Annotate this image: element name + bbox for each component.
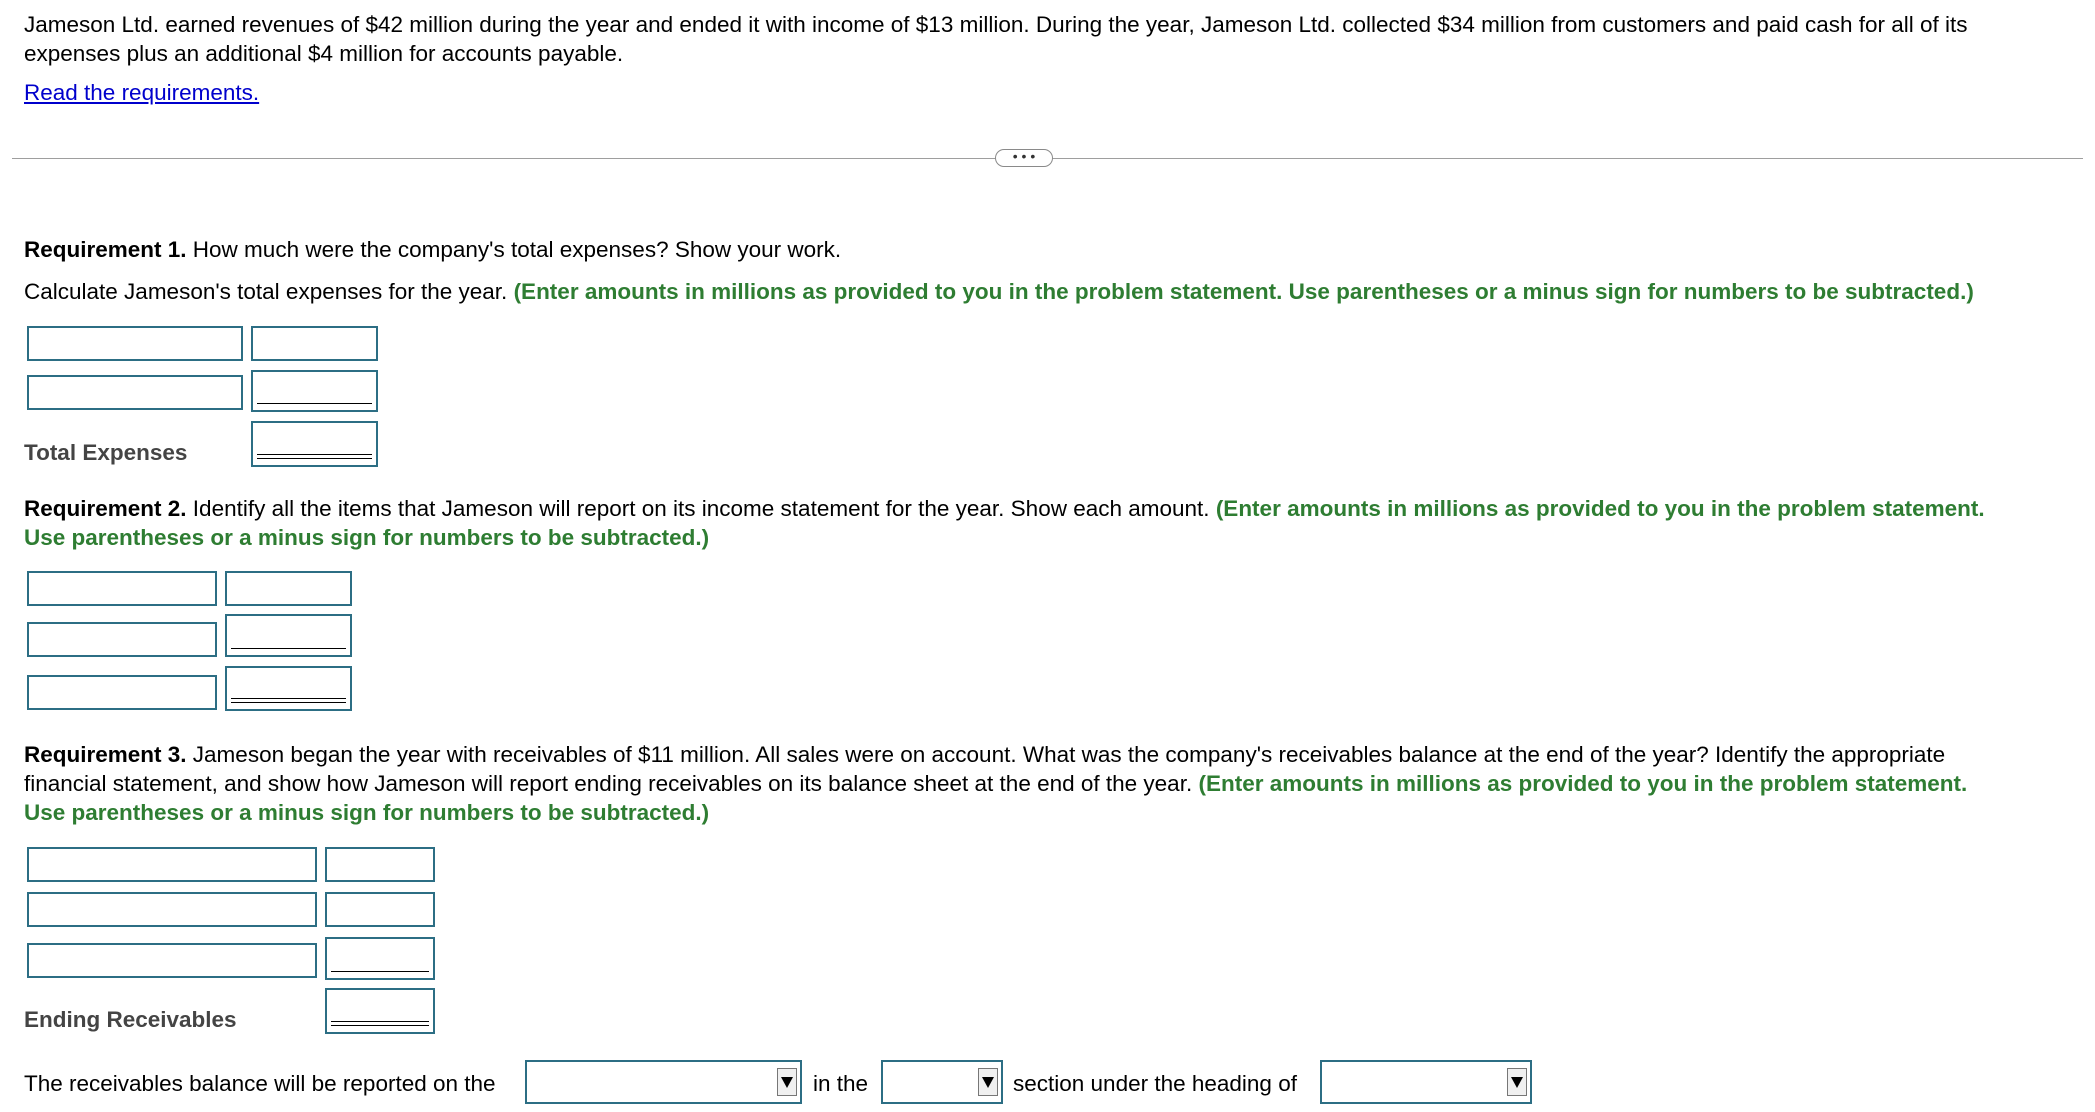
req2-question [24,494,1985,523]
read-requirements-link[interactable]: Read the requirements. [24,80,260,105]
req3-row3-label-input[interactable] [27,943,317,978]
sentence-part1: The receivables balance will be reported on the [24,1071,496,1096]
total-expenses-input[interactable] [251,421,378,467]
req1-question [24,235,841,264]
req3-row1-label-input[interactable] [27,847,317,882]
expand-button[interactable]: • • • [995,149,1053,167]
section-dropdown[interactable] [881,1060,1003,1104]
req2-row2-label-input[interactable] [27,622,217,657]
req1-row1-amount-input[interactable] [251,326,378,361]
req1-row2-label-input[interactable] [27,375,243,410]
req3-heading: Requirement 3. [24,742,187,767]
chevron-down-icon [978,1068,998,1096]
req1-row1-label-input[interactable] [27,326,243,361]
req3-green-line2: (Enter amounts in millions as provided to you in the problem statement. [1198,771,1968,796]
req1-instruction-text: Calculate Jameson's total expenses for the year. [24,279,514,304]
req2-green-line1: (Enter amounts in millions as provided to you in the problem statement. [1215,496,1985,521]
req3-question-line2 [24,769,1967,798]
req2-row2-amount-input[interactable] [225,614,352,657]
req1-instruction-green: (Enter amounts in millions as provided to you in the problem statement. Use parentheses or a minus sign for numbers to be subtracted.) [513,279,1974,304]
req2-row3-amount-input[interactable] [225,666,352,711]
problem-text-line2: expenses plus an additional $4 million for accounts payable. [24,41,624,66]
chevron-down-icon [1507,1068,1527,1096]
sentence-part3: section under the heading of [1013,1071,1297,1096]
total-expenses-label: Total Expenses [24,440,188,465]
req3-row2-amount-input[interactable] [325,892,435,927]
req2-row1-label-input[interactable] [27,571,217,606]
heading-dropdown[interactable] [1320,1060,1532,1104]
chevron-down-icon [777,1068,797,1096]
ending-receivables-input[interactable] [325,988,435,1034]
req1-instruction [24,277,1974,306]
req1-row2-amount-input[interactable] [251,370,378,412]
req1-heading: Requirement 1. [24,237,187,262]
req3-row2-label-input[interactable] [27,892,317,927]
statement-dropdown[interactable] [525,1060,802,1104]
req1-question-text: How much were the company's total expenses? Show your work. [186,237,842,262]
req2-green-line2: Use parentheses or a minus sign for numbers to be subtracted.) [24,525,710,550]
req2-row3-label-input[interactable] [27,675,217,710]
req3-green-line3: Use parentheses or a minus sign for numbers to be subtracted.) [24,800,710,825]
ending-receivables-label: Ending Receivables [24,1007,237,1032]
req3-row1-amount-input[interactable] [325,847,435,882]
req2-question-text: Identify all the items that Jameson will report on its income statement for the year. Show each amount. [186,496,1216,521]
req3-question-text1: Jameson began the year with receivables of $11 million. All sales were on account. What was the company's receivables balance at the end of the year? Identify the appropriate [186,742,1946,767]
req3-row3-amount-input[interactable] [325,937,435,980]
req2-heading: Requirement 2. [24,496,187,521]
sentence-part2: in the [813,1071,869,1096]
req2-row1-amount-input[interactable] [225,571,352,606]
req3-question-line1 [24,740,1945,769]
req3-question-text2: financial statement, and show how Jameson will report ending receivables on its balance sheet at the end of the year. [24,771,1199,796]
problem-text-line1: Jameson Ltd. earned revenues of $42 million during the year and ended it with income of $13 million. During the year, Jameson Ltd. collected $34 million from customers and paid cash for all of its [24,12,1968,37]
